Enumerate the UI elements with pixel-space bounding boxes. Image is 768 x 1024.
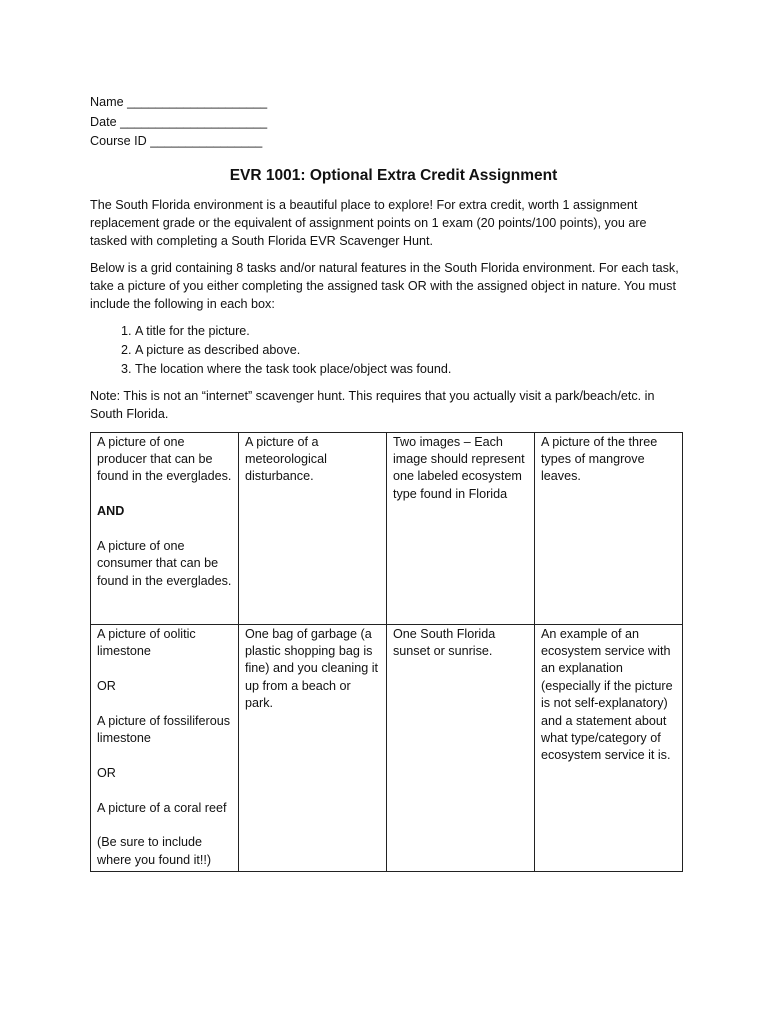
task-connector: OR [97, 678, 116, 693]
task-text: Two images – Each image should represent one labeled ecosystem type found in Florida [393, 434, 525, 501]
scavenger-hunt-grid [90, 432, 683, 873]
task-cell-ecosystem-service [535, 624, 683, 872]
task-connector: OR [97, 765, 116, 780]
task-text: One South Florida sunset or sunrise. [393, 626, 496, 658]
date-line: Date _____________________ [90, 114, 268, 129]
task-connector: AND [97, 504, 125, 519]
task-cell-producer-consumer [91, 432, 239, 624]
task-cell-garbage [239, 624, 387, 872]
task-cell-mangrove [535, 432, 683, 624]
requirement-item: 3. The location where the task took place/object was found. [135, 360, 685, 379]
task-text: A picture of a meteorological disturbance. [245, 434, 327, 484]
requirement-item: 1. A title for the picture. [135, 322, 685, 341]
course-id-line: Course ID ________________ [90, 134, 263, 148]
note-paragraph: Note: This is not an “internet” scavenger hunt. This requires that you actually visit a park/beach/etc. in South Florida. [90, 388, 655, 421]
task-text: (Be sure to include where you found it!!) [97, 835, 212, 867]
requirements-list [90, 322, 685, 379]
grid-paragraph: Below is a grid containing 8 tasks and/or natural features in the South Florida environment. For each task, take a picture of you either completing the assigned task OR with the assigned object in nature. You must include the following in each box: [90, 260, 679, 311]
task-cell-meteorological [239, 432, 387, 624]
task-text: An example of an ecosystem service with an explanation (especially if the picture is not self-explanatory) and a statement about what type/category of ecosystem service it is. [541, 626, 673, 763]
task-text: A picture of one consumer that can be found in the everglades. [97, 538, 232, 588]
document-title: EVR 1001: Optional Extra Credit Assignment [229, 166, 558, 184]
task-text: A picture of one producer that can be found in the everglades. [97, 434, 232, 484]
document-page [90, 93, 685, 872]
intro-paragraph: The South Florida environment is a beautiful place to explore! For extra credit, worth 1 assignment replacement grade or the equivalent of assignment points on 1 exam (20 points/100 points), you are tasked with completing a South Florida EVR Scavenger Hunt. [90, 197, 647, 248]
task-text: A picture of fossiliferous limestone [97, 713, 230, 745]
student-header [90, 93, 685, 152]
table-row [91, 624, 683, 872]
table-row [91, 432, 683, 624]
task-text: A picture of oolitic limestone [97, 626, 196, 658]
requirement-item: 2. A picture as described above. [135, 341, 685, 360]
task-cell-ecosystem-images [387, 432, 535, 624]
task-text: One bag of garbage (a plastic shopping bag is fine) and you cleaning it up from a beach or park. [245, 626, 379, 711]
task-cell-sunset [387, 624, 535, 872]
name-line: Name ____________________ [90, 95, 268, 109]
task-text: A picture of a coral reef [97, 800, 227, 815]
task-text: A picture of the three types of mangrove leaves. [541, 434, 658, 484]
task-cell-limestone-reef [91, 624, 239, 872]
